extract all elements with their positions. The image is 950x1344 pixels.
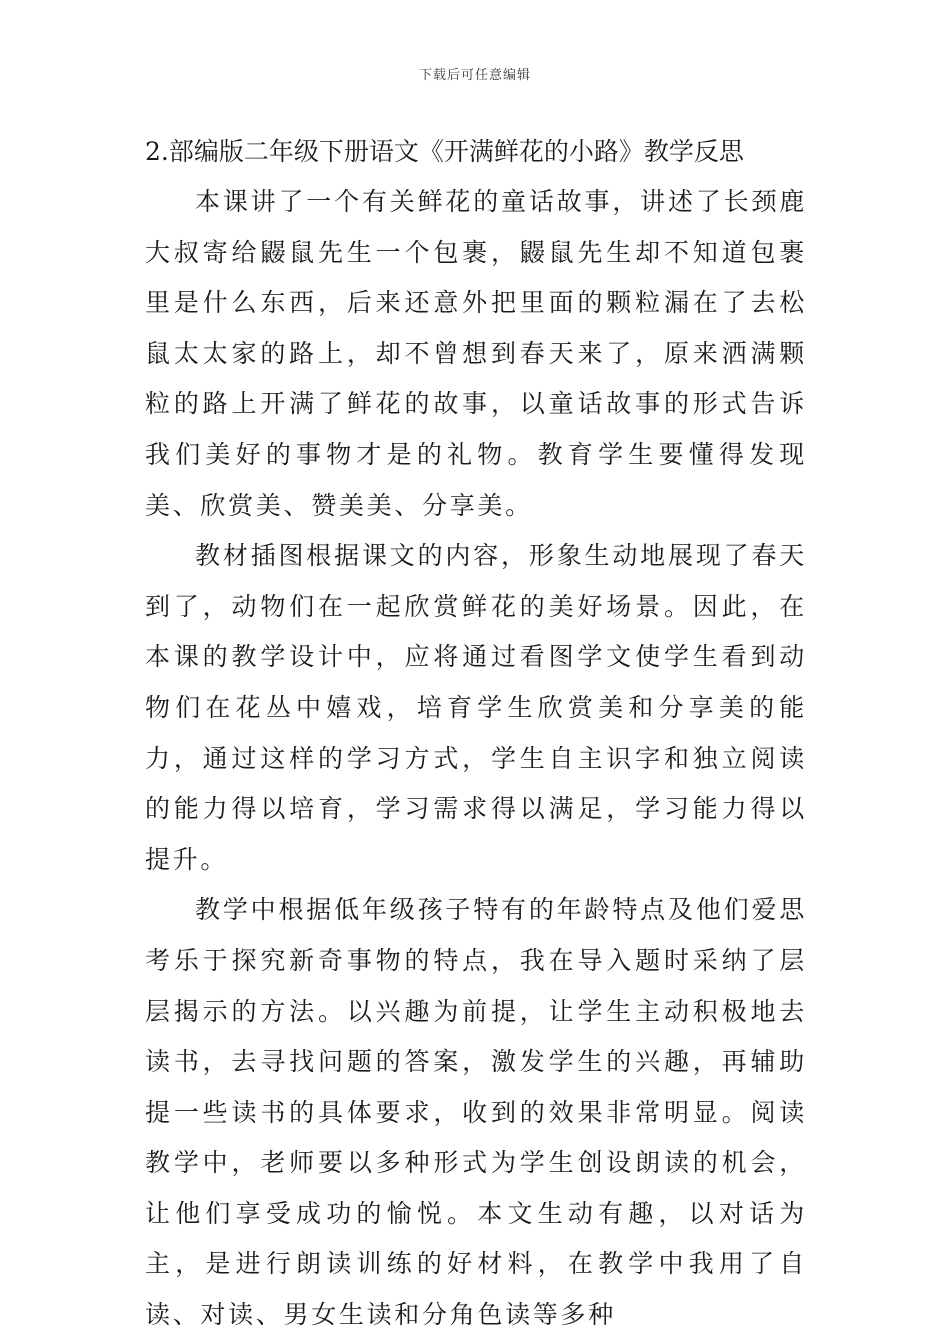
paragraph-1: 本课讲了一个有关鲜花的童话故事，讲述了长颈鹿大叔寄给鼹鼠先生一个包裹，鼹鼠先生却不知道包裹里是什么东西，后来还意外把里面的颗粒漏在了去松鼠太太家的路上，却不曾想到春天来了，原来洒满颗粒的路上开满了鲜花的故事，以童话故事的形式告诉我们美好的事物才是的礼物。教育学生要懂得发现美、欣赏美、赞美美、分享美。 [145,187,807,520]
paragraph-3: 教学中根据低年级孩子特有的年龄特点及他们爱思考乐于探究新奇事物的特点，我在导入题时采纳了层层揭示的方法。以兴趣为前提，让学生主动积极地去读书，去寻找问题的答案，激发学生的兴趣，再辅助提一些读书的具体要求，收到的效果非常明显。阅读教学中，老师要以多种形式为学生创设朗读的机会，让他们享受成功的愉悦。本文生动有趣，以对话为主，是进行朗读训练的好材料，在教学中我用了自读、对读、男女生读和分角色读等多种 [145,895,807,1330]
document-body [145,127,807,1341]
document-title: 2.部编版二年级下册语文《开满鲜花的小路》教学反思 [145,137,744,166]
paragraph-2: 教材插图根据课文的内容，形象生动地展现了春天到了，动物们在一起欣赏鲜花的美好场景。因此，在本课的教学设计中，应将通过看图学文使学生看到动物们在花丛中嬉戏，培育学生欣赏美和分享美的能力，通过这样的学习方式，学生自主识字和独立阅读的能力得以培育，学习需求得以满足，学习能力得以提升。 [145,541,807,874]
header-note: 下载后可任意编辑 [418,68,531,83]
